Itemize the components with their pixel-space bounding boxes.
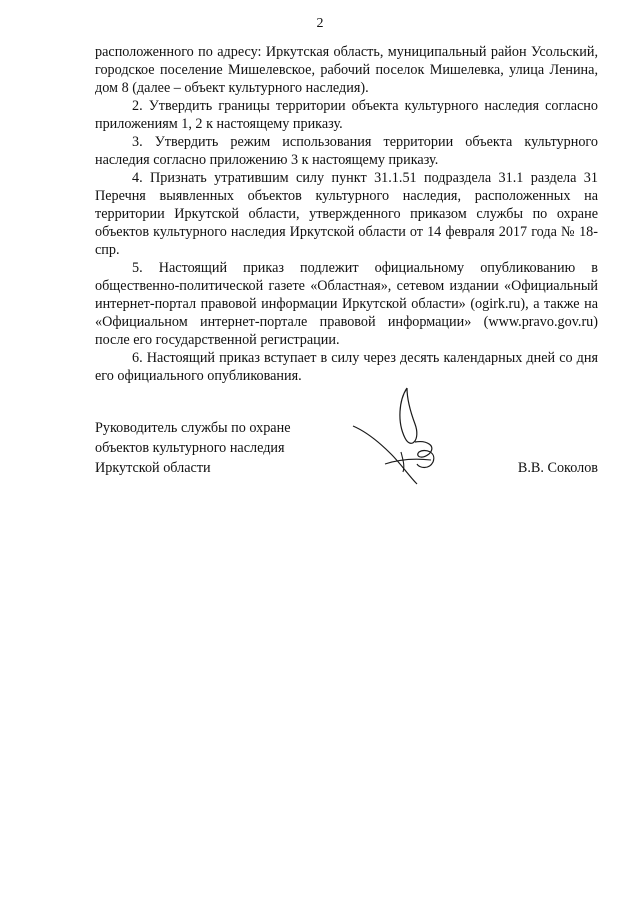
paragraph-item-6: 6. Настоящий приказ вступает в силу через десять календарных дней со дня его официального опубликования. <box>95 350 598 384</box>
paragraph-address: расположенного по адресу: Иркутская область, муниципальный район Усольский, городское поселение Мишелевское, рабочий поселок Мишелевка, улица Ленина, дом 8 (далее – объект культурного наследия). <box>95 44 598 96</box>
paragraph-item-4: 4. Признать утратившим силу пункт 31.1.51 подраздела 31.1 раздела 31 Перечня выявленных объектов культурного наследия, расположенных на территории Иркутской области, утвержденного приказом службы по охране объектов культурного наследия Иркутской области от 14 февраля 2017 года № 18-спр. <box>95 170 598 258</box>
paragraph-item-3: 3. Утвердить режим использования территории объекта культурного наследия согласно приложению 3 к настоящему приказу. <box>95 134 598 168</box>
signatory-name: В.В. Соколов <box>517 460 598 476</box>
signature-stroke-loop <box>400 388 417 443</box>
signatory-title-line: Руководитель службы по охране <box>95 420 291 436</box>
signature-stroke-cross <box>385 459 431 464</box>
signature-stroke-hook <box>401 452 404 472</box>
signature-stroke-tail <box>353 426 417 484</box>
document-body <box>95 43 598 385</box>
paragraph-item-2: 2. Утвердить границы территории объекта культурного наследия согласно приложениям 1, 2 к настоящему приказу. <box>95 98 598 132</box>
handwritten-signature <box>345 380 455 490</box>
signature-stroke-b <box>415 442 434 468</box>
paragraph-item-5: 5. Настоящий приказ подлежит официальному опубликованию в общественно-политической газете «Областная», сетевом издании «Официальный интернет-портал правовой информации Иркутской области» (ogirk.ru), а также на «Официальном интернет-портале правовой информации» (www.pravo.gov.ru) после его государственной регистрации. <box>95 260 598 348</box>
signatory-title <box>95 418 291 478</box>
page-number: 2 <box>316 16 324 31</box>
signatory-title-line: Иркутской области <box>95 460 211 476</box>
signatory-title-line: объектов культурного наследия <box>95 440 285 456</box>
